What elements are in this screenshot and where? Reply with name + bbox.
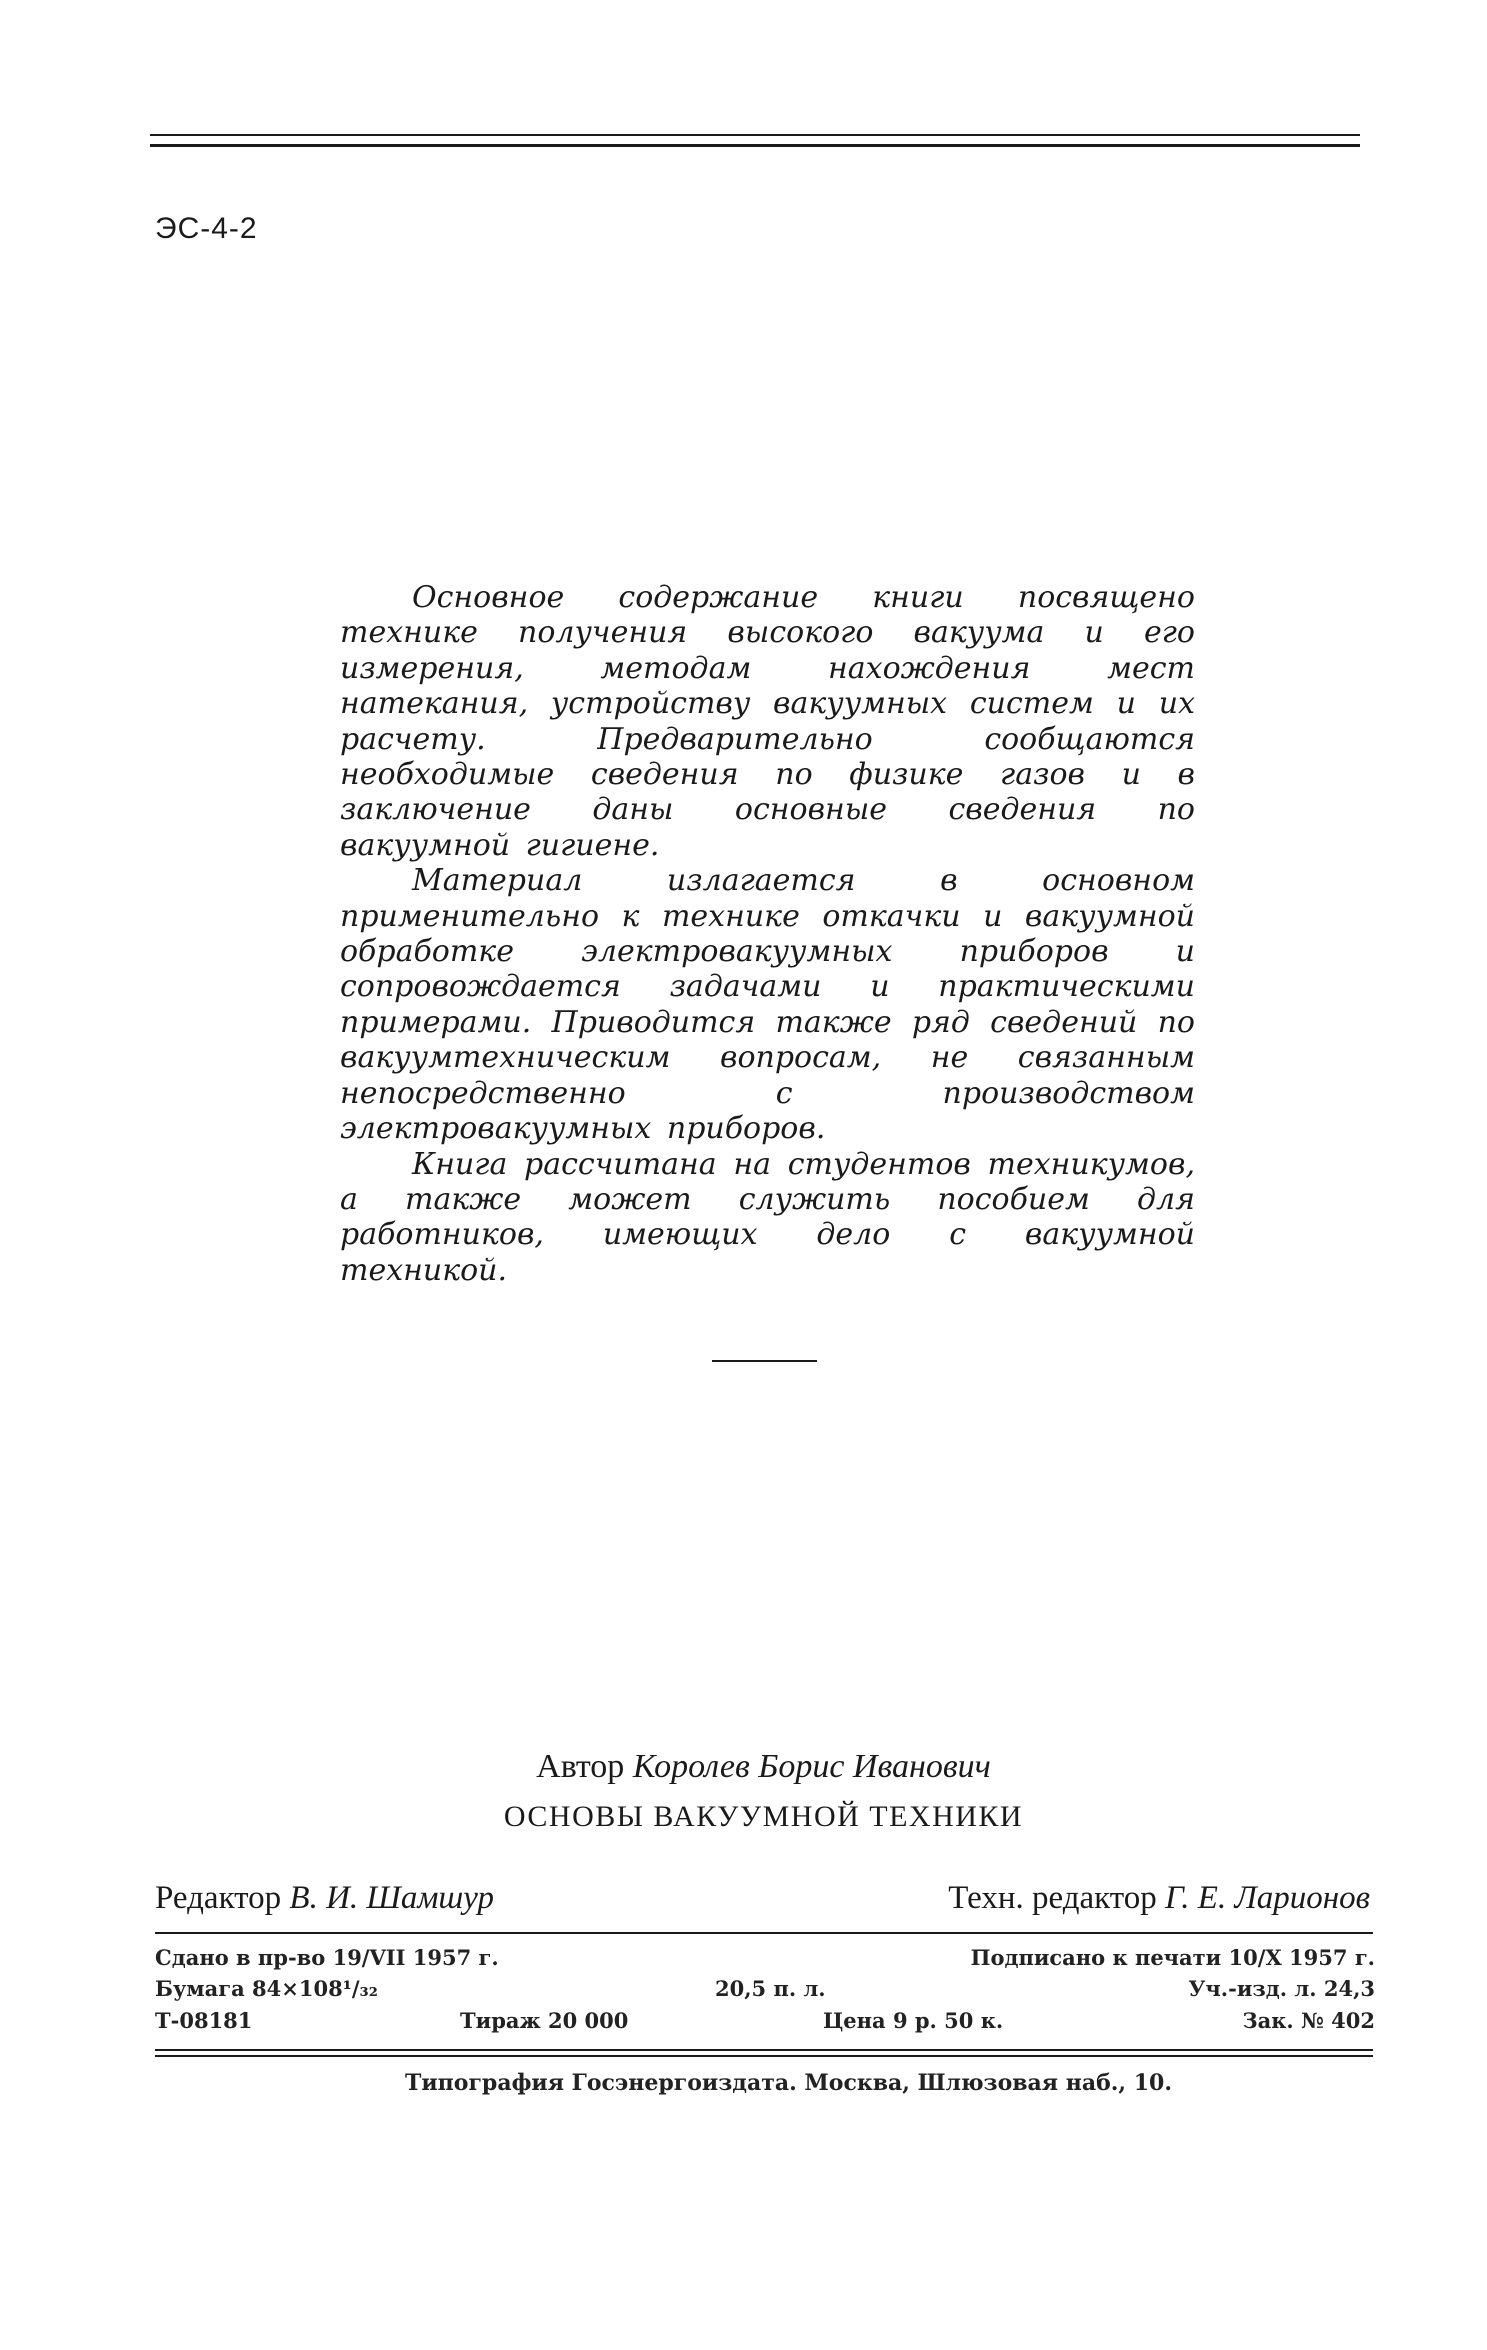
author-label: Автор xyxy=(536,1748,625,1785)
annotation-paragraph: Материал излагается в основном применительно к технике откачки и вакуумной обработке электровакуумных приборов и сопровождается задачами и практическими примерами. Приводится также ряд сведений по вакуумтехническим вопросам, не связанным непосредственно с производством электровакуумных приборов. xyxy=(340,863,1195,1147)
book-title: ОСНОВЫ ВАКУУМНОЙ ТЕХНИКИ xyxy=(503,1800,1024,1833)
tech-editor-label: Техн. редактор xyxy=(948,1880,1157,1916)
annotation-paragraph: Книга рассчитана на студентов техникумов, а также может служить пособием для работников, имеющих дело с вакуумной техникой. xyxy=(340,1146,1195,1288)
top-rule-thin xyxy=(150,134,1360,136)
author-name: Королев Борис Иванович xyxy=(632,1748,991,1785)
editor-label: Редактор xyxy=(155,1880,282,1916)
signed-date: Подписано к печати 10/X 1957 г. xyxy=(970,1945,1375,1970)
order-number: Зак. № 402 xyxy=(1242,2008,1375,2033)
submitted-date: Сдано в пр-во 19/VII 1957 г. xyxy=(155,1945,499,1970)
author-line xyxy=(0,1748,1487,1786)
editor-name: В. И. Шамшур xyxy=(289,1880,494,1916)
tech-editor-name: Г. Е. Ларионов xyxy=(1165,1880,1370,1916)
top-rule-thick xyxy=(150,144,1360,147)
section-divider xyxy=(712,1360,817,1362)
imprint-bottom-rule-thick xyxy=(155,2055,1373,2057)
tech-editor xyxy=(948,1880,1370,1917)
permit-number: Т-08181 xyxy=(155,2008,253,2033)
annotation-paragraph: Основное содержание книги посвящено технике получения высокого вакуума и его измерения, методам нахождения мест натекания, устройству вакуумных систем и их расчету. Предварительно сообщаются необходимые сведения по физике газов и в заключение даны основные сведения по вакуумной гигиене. xyxy=(340,580,1195,863)
publisher-sheets: Уч.-изд. л. 24,3 xyxy=(1188,1976,1375,2001)
printed-sheets: 20,5 п. л. xyxy=(715,1976,826,2001)
catalog-code: ЭС-4-2 xyxy=(155,212,258,245)
printing-house: Типография Госэнергоиздата. Москва, Шлюзовая наб., 10. xyxy=(404,2070,1172,2096)
imprint-top-rule xyxy=(155,1932,1373,1934)
price: Цена 9 р. 50 к. xyxy=(823,2008,1004,2033)
imprint-bottom-rule-thin xyxy=(155,2049,1373,2051)
editor xyxy=(155,1880,494,1917)
circulation: Тираж 20 000 xyxy=(460,2008,629,2033)
paper-format: Бумага 84×108¹/₃₂ xyxy=(155,1976,378,2001)
annotation xyxy=(340,580,1195,1288)
imprint-block xyxy=(155,1945,1375,2045)
